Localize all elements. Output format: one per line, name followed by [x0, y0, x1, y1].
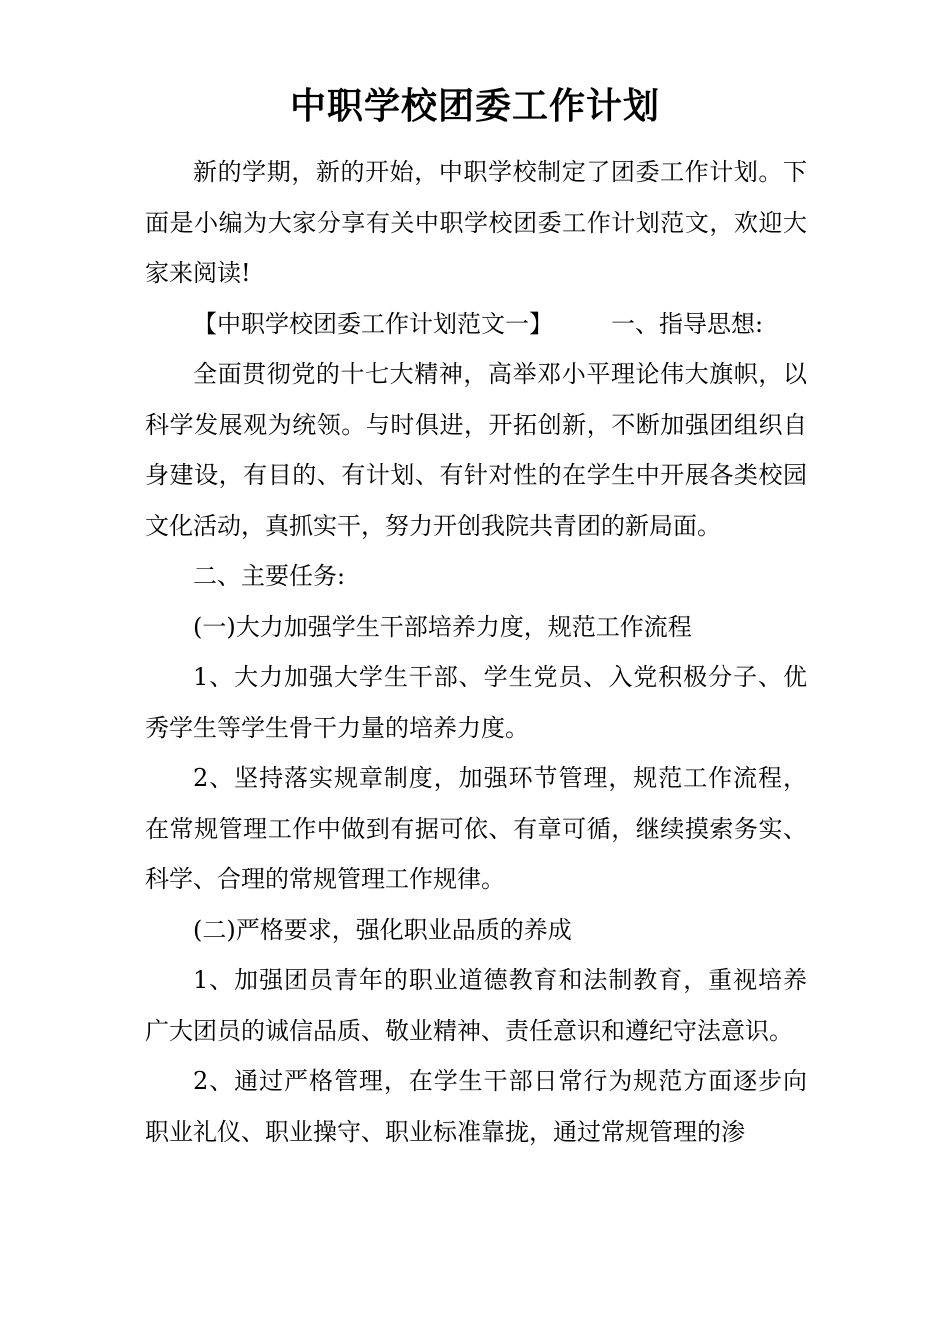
- document-body: [145, 147, 807, 1157]
- document-title: 中职学校团委工作计划: [289, 86, 660, 127]
- task-two-item-one: 1、加强团员青年的职业道德教育和法制教育，重视培养广大团员的诚信品质、敬业精神、责任意识和遵纪守法意识。: [145, 966, 807, 1045]
- section-one-heading: 一、指导思想:: [611, 309, 764, 338]
- task-one-item-one: 1、大力加强大学生干部、学生党员、入党积极分子、优秀学生等学生骨干力量的培养力度。: [145, 663, 807, 742]
- task-one-heading: (一)大力加强学生干部培养力度，规范工作流程: [193, 612, 692, 641]
- task-one-item-two: 2、坚持落实规章制度，加强环节管理，规范工作流程，在常规管理工作中做到有据可依、有章可循，继续摸索务实、科学、合理的常规管理工作规律。: [145, 764, 807, 893]
- task-two-item-two: 2、通过严格管理，在学生干部日常行为规范方面逐步向职业礼仪、职业操守、职业标准靠拢，通过常规管理的渗: [145, 1067, 807, 1146]
- main-tasks-heading: 二、主要任务:: [193, 562, 346, 590]
- intro-paragraph: 新的学期，新的开始，中职学校制定了团委工作计划。下面是小编为大家分享有关中职学校团委工作计划范文，欢迎大家来阅读!: [145, 158, 807, 287]
- task-two-heading: (二)严格要求，强化职业品质的养成: [193, 915, 572, 944]
- guiding-thought-paragraph: 全面贯彻党的十七大精神，高举邓小平理论伟大旗帜，以科学发展观为统领。与时俱进，开拓创新，不断加强团组织自身建设，有目的、有计划、有针对性的在学生中开展各类校园文化活动，真抓实干，努力开创我院共青团的新局面。: [145, 360, 807, 540]
- sample-heading: 【中职学校团委工作计划范文一】: [193, 309, 553, 338]
- sample-heading-line: [145, 299, 807, 350]
